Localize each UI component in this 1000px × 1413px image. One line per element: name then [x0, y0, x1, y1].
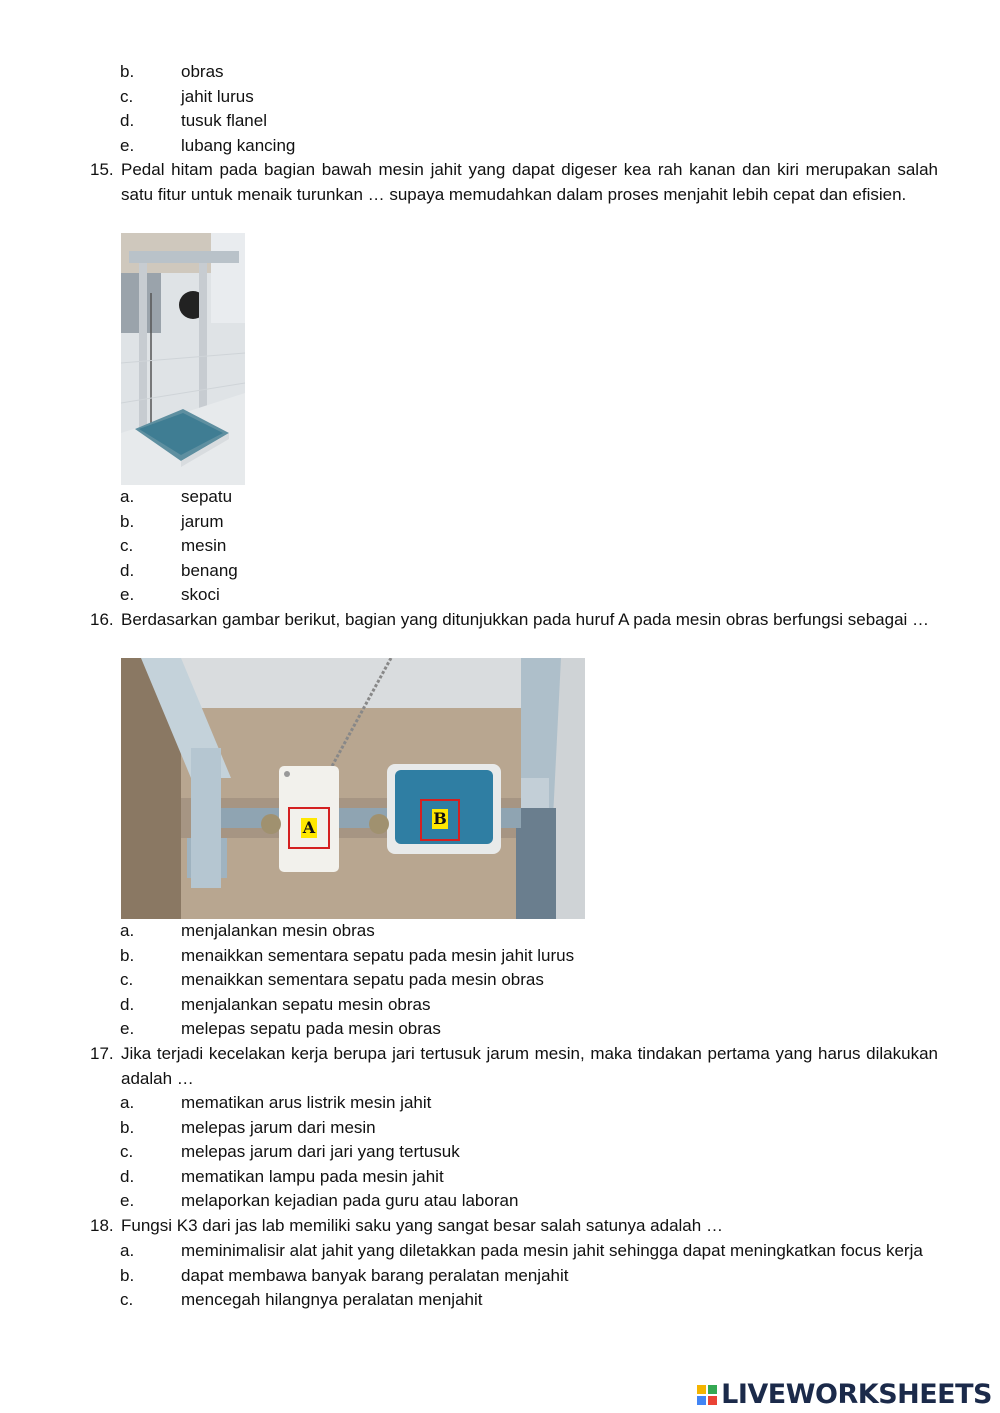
q15-option-d[interactable]: d. benang — [120, 560, 238, 580]
q17-option-c[interactable]: c. melepas jarum dari jari yang tertusuk — [120, 1142, 460, 1161]
q18-option-c[interactable]: c. mencegah hilangnya peralatan menjahit — [120, 1290, 483, 1309]
q14-option-d[interactable]: d. tusuk flanel — [120, 111, 267, 130]
q14-options — [90, 60, 938, 158]
q15-option-e[interactable]: e. skoci — [120, 585, 220, 604]
q18-question: 18. Fungsi K3 dari jas lab memiliki saku yang sangat besar salah satunya adalah … — [90, 1216, 723, 1235]
q15-option-a[interactable]: a. sepatu — [120, 487, 233, 506]
pedal-photo — [121, 233, 245, 485]
q16-options — [90, 919, 938, 1042]
q18-options — [90, 1239, 938, 1313]
q16-option-a[interactable]: a. menjalankan mesin obras — [120, 921, 375, 940]
q14-option-e[interactable]: e. lubang kancing — [120, 135, 296, 155]
q16-option-e[interactable]: e. melepas sepatu pada mesin obras — [120, 1019, 441, 1038]
label-a: A — [302, 818, 316, 837]
q14-option-c[interactable]: c. jahit lurus — [120, 86, 254, 106]
sewing-pedal-image — [121, 233, 245, 485]
q17-option-d[interactable]: d. mematikan lampu pada mesin jahit — [120, 1166, 444, 1186]
q18-option-b[interactable]: b. dapat membawa banyak barang peralatan menjahit — [120, 1265, 569, 1285]
q17-option-b[interactable]: b. melepas jarum dari mesin — [120, 1117, 376, 1137]
q15-options — [90, 485, 938, 608]
q15-option-c[interactable]: c. mesin — [120, 536, 227, 555]
liveworksheets-logo[interactable] — [697, 1378, 992, 1410]
label-b: B — [433, 809, 447, 828]
q16-option-d[interactable]: d. menjalankan sepatu mesin obras — [120, 994, 431, 1014]
liveworksheets-logo-icon — [697, 1385, 717, 1405]
q15-question: 15. Pedal hitam pada bagian bawah mesin jahit yang dapat digeser kea rah kanan dan kiri merupakan salah satu fitur untuk menaik turunkan … supaya memudahkan dalam proses menjahit lebih cepat dan efisien. — [90, 160, 938, 204]
q17-option-a[interactable]: a. mematikan arus listrik mesin jahit — [120, 1093, 432, 1112]
q17-option-e[interactable]: e. melaporkan kejadian pada guru atau laboran — [120, 1191, 519, 1210]
q18-option-a[interactable]: a. meminimalisir alat jahit yang diletakkan pada mesin jahit sehingga dapat meningkatkan focus kerja — [120, 1241, 923, 1260]
q16-option-b[interactable]: b. menaikkan sementara sepatu pada mesin jahit lurus — [120, 945, 575, 965]
q15-option-b[interactable]: b. jarum — [120, 511, 224, 531]
overlock-pedal-image — [121, 658, 585, 919]
q14-option-b[interactable]: b. obras — [120, 62, 224, 81]
q16-option-c[interactable]: c. menaikkan sementara sepatu pada mesin obras — [120, 970, 544, 989]
overlock-pedal-photo — [121, 658, 585, 919]
q16-question: 16. Berdasarkan gambar berikut, bagian yang ditunjukkan pada huruf A pada mesin obras berfungsi sebagai … — [90, 610, 930, 629]
q17-question: 17. Jika terjadi kecelakan kerja berupa jari tertusuk jarum mesin, maka tindakan pertama yang harus dilakukan adalah … — [90, 1044, 938, 1088]
liveworksheets-logo-text: LIVEWORKSHEETS — [721, 1378, 992, 1410]
q17-options — [90, 1091, 938, 1214]
